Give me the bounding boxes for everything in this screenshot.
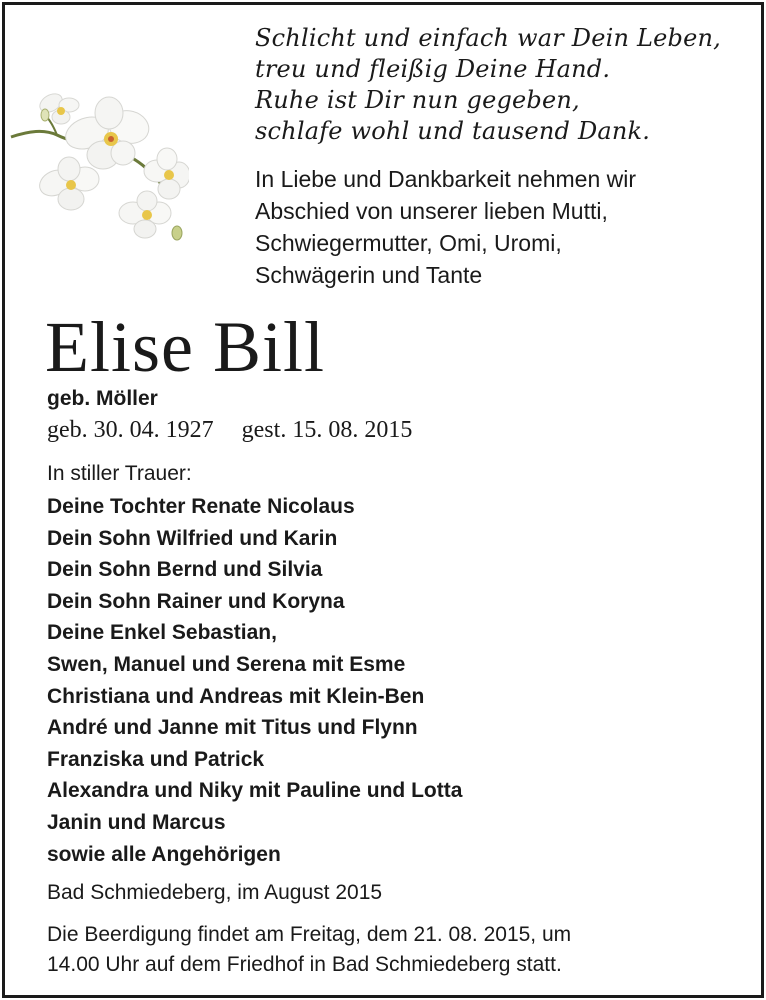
mourner-line: André und Janne mit Titus und Flynn [47, 716, 418, 740]
maiden-name: geb. Möller [47, 387, 158, 410]
mourner-line: Janin und Marcus [47, 810, 226, 834]
funeral-line: 14.00 Uhr auf dem Friedhof in Bad Schmiedeberg statt. [47, 953, 562, 976]
mourner-line: Christiana und Andreas mit Klein-Ben [47, 684, 425, 708]
intro-text [255, 163, 636, 291]
funeral-notice [47, 920, 571, 980]
death-date: gest. 15. 08. 2015 [241, 417, 413, 443]
place-date: Bad Schmiedeberg, im August 2015 [47, 881, 383, 904]
mourner-line: Dein Sohn Wilfried und Karin [47, 526, 338, 550]
intro-line: Schwägerin und Tante [255, 262, 483, 288]
poem-line: Ruhe ist Dir nun gegeben, [255, 86, 580, 114]
intro-line: Abschied von unserer lieben Mutti, [255, 198, 608, 224]
birth-date: geb. 30. 04. 1927 [47, 417, 214, 443]
mourner-line: sowie alle Angehörigen [47, 842, 281, 866]
intro-line: Schwiegermutter, Omi, Uromi, [255, 230, 562, 256]
mourner-line: Dein Sohn Bernd und Silvia [47, 558, 323, 582]
mourners-label: In stiller Trauer: [47, 462, 192, 485]
mourner-line: Deine Tochter Renate Nicolaus [47, 495, 355, 518]
mourner-line: Swen, Manuel und Serena mit Esme [47, 652, 406, 676]
mourners-list [47, 491, 462, 870]
mourner-line: Alexandra und Niky mit Pauline und Lotta [47, 779, 463, 803]
mourner-line: Dein Sohn Rainer und Koryna [47, 589, 345, 613]
funeral-line: Die Beerdigung findet am Freitag, dem 21. 08. 2015, um [47, 923, 572, 946]
obituary-card [2, 2, 764, 998]
life-dates [47, 415, 412, 445]
poem [255, 23, 721, 147]
poem-line: schlafe wohl und tausend Dank. [255, 117, 651, 145]
poem-line: treu und fleißig Deine Hand. [255, 55, 611, 83]
orchid-icon [9, 85, 189, 250]
mourner-line: Deine Enkel Sebastian, [47, 621, 277, 645]
deceased-name: Elise Bill [45, 307, 325, 387]
intro-line: In Liebe und Dankbarkeit nehmen wir [255, 166, 637, 192]
mourner-line: Franziska und Patrick [47, 747, 265, 771]
poem-line: Schlicht und einfach war Dein Leben, [255, 24, 721, 52]
